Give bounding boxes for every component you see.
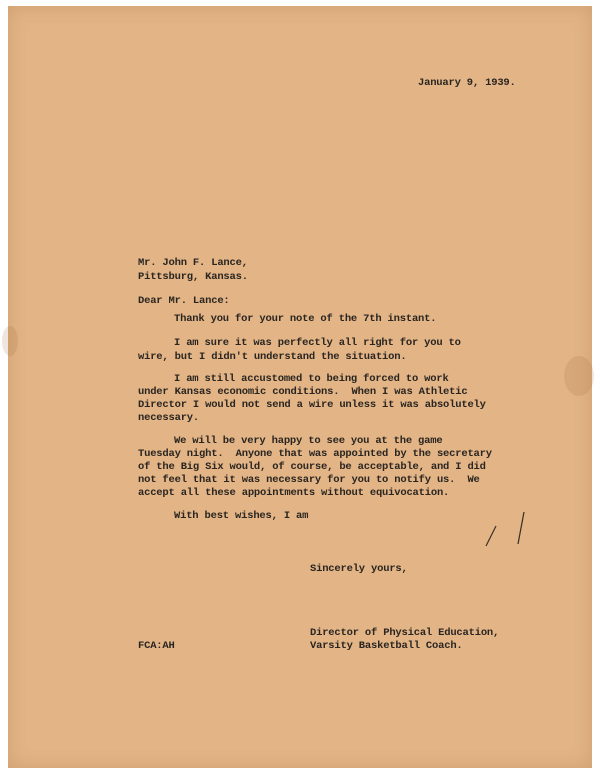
paragraph-line: With best wishes, I am bbox=[174, 510, 309, 522]
recipient-name: Mr. John F. Lance, bbox=[138, 257, 248, 269]
letter-page bbox=[8, 6, 592, 768]
paper-stain bbox=[2, 326, 18, 356]
closing: Sincerely yours, bbox=[310, 563, 408, 575]
paragraph-line: We will be very happy to see you at the game bbox=[174, 435, 443, 447]
paragraph-line: I am sure it was perfectly all right for you to bbox=[174, 337, 461, 349]
paragraph-line: not feel that it was necessary for you to notify us. We bbox=[138, 474, 480, 486]
typist-initials: FCA:AH bbox=[138, 640, 175, 652]
paragraph-line: Director I would not send a wire unless it was absolutely bbox=[138, 399, 486, 411]
paragraph-line: Tuesday night. Anyone that was appointed by the secretary bbox=[138, 448, 492, 460]
pencil-marks bbox=[478, 506, 538, 556]
letter-date: January 9, 1939. bbox=[418, 77, 516, 89]
signature-title: Varsity Basketball Coach. bbox=[310, 640, 463, 652]
paragraph-line: I am still accustomed to being forced to work bbox=[174, 373, 449, 385]
paragraph-line: wire, but I didn't understand the situation. bbox=[138, 351, 407, 363]
salutation: Dear Mr. Lance: bbox=[138, 295, 230, 307]
paragraph-line: accept all these appointments without equivocation. bbox=[138, 487, 450, 499]
paragraph-line: Thank you for your note of the 7th instant. bbox=[174, 313, 437, 325]
paragraph-line: necessary. bbox=[138, 412, 200, 424]
recipient-city: Pittsburg, Kansas. bbox=[138, 271, 248, 283]
paragraph-line: of the Big Six would, of course, be acceptable, and I did bbox=[138, 461, 486, 473]
paper-stain bbox=[564, 356, 594, 396]
paragraph-line: under Kansas economic conditions. When I was Athletic bbox=[138, 386, 468, 398]
signature-title: Director of Physical Education, bbox=[310, 627, 500, 639]
